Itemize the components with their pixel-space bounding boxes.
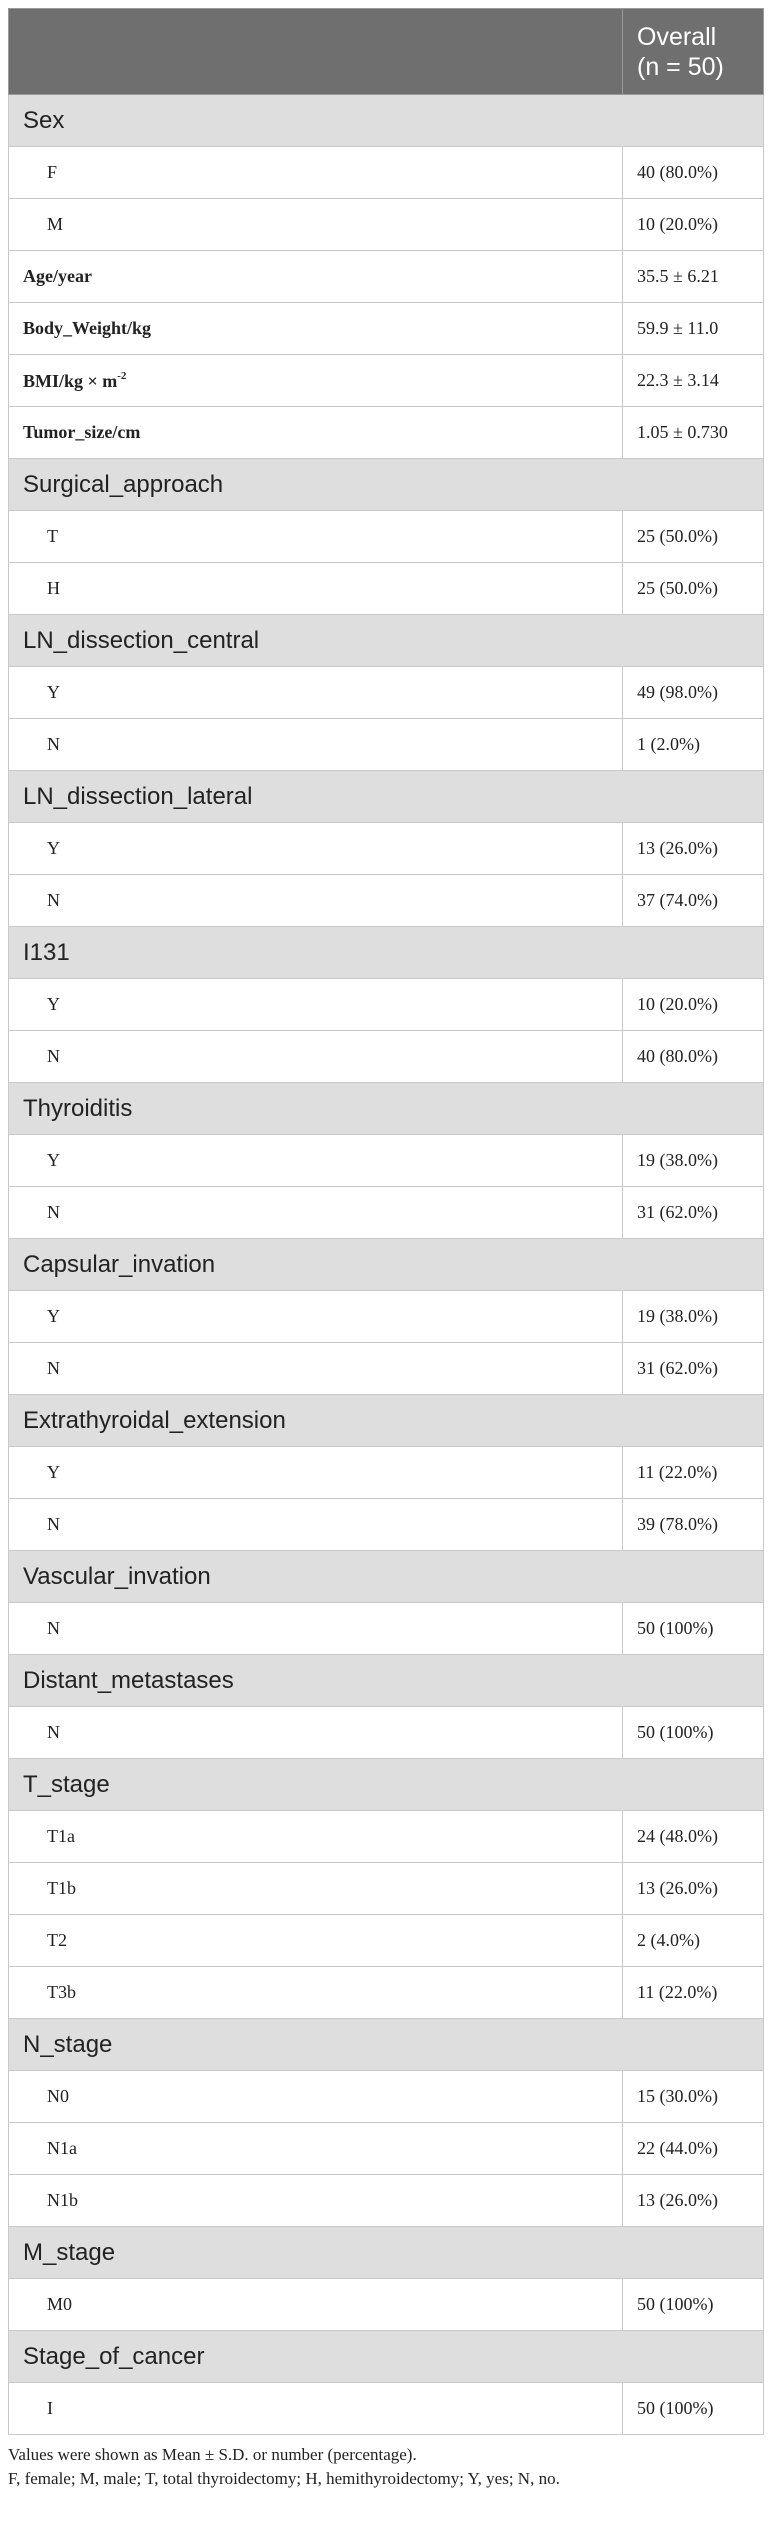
table-container — [8, 0, 771, 2491]
table-row — [9, 1343, 764, 1395]
section-label: Capsular_invation — [9, 1239, 764, 1291]
row-label — [9, 1915, 623, 1967]
header-overall-column — [623, 9, 764, 95]
row-label — [9, 1187, 623, 1239]
table-row — [9, 875, 764, 927]
row-value: 37 (74.0%) — [623, 875, 764, 927]
table-row — [9, 511, 764, 563]
row-value: 40 (80.0%) — [623, 1031, 764, 1083]
row-value: 1.05 ± 0.730 — [623, 407, 764, 459]
row-label-text: Y — [47, 994, 60, 1014]
table-body — [9, 95, 764, 2435]
row-value: 11 (22.0%) — [623, 1967, 764, 2019]
row-label-text: Y — [47, 1462, 60, 1482]
row-label — [9, 2383, 623, 2435]
row-label-text: N — [47, 1618, 60, 1638]
header-variable-column — [9, 9, 623, 95]
row-label-text: T2 — [47, 1930, 67, 1950]
section-row — [9, 1655, 764, 1707]
table-row — [9, 407, 764, 459]
row-label-text: M — [47, 214, 64, 234]
row-label-text: T — [47, 526, 58, 546]
header-overall-label: Overall — [637, 22, 717, 51]
row-label — [9, 2279, 623, 2331]
section-label: Vascular_invation — [9, 1551, 764, 1603]
row-label-text: H — [47, 578, 60, 598]
table-row — [9, 2123, 764, 2175]
row-value: 1 (2.0%) — [623, 719, 764, 771]
table-header-row — [9, 9, 764, 95]
row-label-text: N — [47, 890, 60, 910]
table-row — [9, 1915, 764, 1967]
header-overall-n: (n = 50) — [637, 52, 724, 81]
section-label: Thyroiditis — [9, 1083, 764, 1135]
section-row — [9, 771, 764, 823]
row-label — [9, 563, 623, 615]
row-value: 13 (26.0%) — [623, 1863, 764, 1915]
section-label: N_stage — [9, 2019, 764, 2071]
table-row — [9, 1187, 764, 1239]
section-row — [9, 1759, 764, 1811]
table-row — [9, 199, 764, 251]
section-row — [9, 2227, 764, 2279]
table-row — [9, 355, 764, 407]
row-label-text: N — [47, 1202, 60, 1222]
row-value: 10 (20.0%) — [623, 199, 764, 251]
section-label: LN_dissection_central — [9, 615, 764, 667]
row-value: 50 (100%) — [623, 1603, 764, 1655]
table-row — [9, 2279, 764, 2331]
row-label-text: N — [47, 1514, 60, 1534]
table-row — [9, 2175, 764, 2227]
row-label — [9, 1811, 623, 1863]
section-label: Sex — [9, 95, 764, 147]
section-label: Distant_metastases — [9, 1655, 764, 1707]
row-label — [9, 875, 623, 927]
section-row — [9, 1395, 764, 1447]
section-label: I131 — [9, 927, 764, 979]
row-label-text: M0 — [47, 2294, 73, 2314]
row-label — [9, 1447, 623, 1499]
table-row — [9, 563, 764, 615]
section-row — [9, 927, 764, 979]
section-row — [9, 95, 764, 147]
row-value: 19 (38.0%) — [623, 1135, 764, 1187]
footnote-values: Values were shown as Mean ± S.D. or number (percentage). — [8, 2445, 417, 2464]
section-row — [9, 459, 764, 511]
table-row — [9, 823, 764, 875]
row-value: 50 (100%) — [623, 2383, 764, 2435]
row-label — [9, 2071, 623, 2123]
section-row — [9, 615, 764, 667]
row-value: 49 (98.0%) — [623, 667, 764, 719]
table-row — [9, 147, 764, 199]
row-label — [9, 303, 623, 355]
row-label — [9, 979, 623, 1031]
row-value: 15 (30.0%) — [623, 2071, 764, 2123]
row-value: 24 (48.0%) — [623, 1811, 764, 1863]
row-label-text: Body_Weight/kg — [23, 318, 152, 338]
table-row — [9, 251, 764, 303]
section-row — [9, 2019, 764, 2071]
row-label — [9, 511, 623, 563]
row-label-text: Y — [47, 682, 60, 702]
row-label — [9, 1967, 623, 2019]
row-label — [9, 823, 623, 875]
section-label: T_stage — [9, 1759, 764, 1811]
row-label-text: T3b — [47, 1982, 76, 2002]
row-value: 11 (22.0%) — [623, 1447, 764, 1499]
row-label-superscript: -2 — [117, 369, 127, 382]
row-label-text: N — [47, 1722, 60, 1742]
row-value: 31 (62.0%) — [623, 1187, 764, 1239]
table-row — [9, 1603, 764, 1655]
row-label-text: Y — [47, 1306, 60, 1326]
row-value: 50 (100%) — [623, 2279, 764, 2331]
row-label-text: N — [47, 1046, 60, 1066]
row-label — [9, 1863, 623, 1915]
section-row — [9, 1083, 764, 1135]
row-label — [9, 1291, 623, 1343]
footnote-abbreviations: F, female; M, male; T, total thyroidectomy; H, hemithyroidectomy; Y, yes; N, no. — [8, 2469, 560, 2488]
row-value: 13 (26.0%) — [623, 823, 764, 875]
row-label-text: Y — [47, 838, 60, 858]
table-row — [9, 1031, 764, 1083]
table-row — [9, 1863, 764, 1915]
table-row — [9, 1707, 764, 1759]
row-label — [9, 2175, 623, 2227]
table-row — [9, 667, 764, 719]
section-label: Surgical_approach — [9, 459, 764, 511]
section-label: M_stage — [9, 2227, 764, 2279]
section-row — [9, 1239, 764, 1291]
section-label: LN_dissection_lateral — [9, 771, 764, 823]
row-label-text: I — [47, 2398, 53, 2418]
row-value: 35.5 ± 6.21 — [623, 251, 764, 303]
row-label — [9, 667, 623, 719]
row-label-text: N0 — [47, 2086, 69, 2106]
row-label — [9, 719, 623, 771]
row-value: 25 (50.0%) — [623, 563, 764, 615]
table-row — [9, 1499, 764, 1551]
row-label — [9, 1603, 623, 1655]
row-label — [9, 407, 623, 459]
row-label-text: N1a — [47, 2138, 77, 2158]
table-row — [9, 1135, 764, 1187]
row-label-text: BMI/kg × m — [23, 370, 118, 391]
section-label: Stage_of_cancer — [9, 2331, 764, 2383]
section-row — [9, 2331, 764, 2383]
row-label-text: F — [47, 162, 58, 182]
row-label — [9, 1031, 623, 1083]
row-value: 31 (62.0%) — [623, 1343, 764, 1395]
table-row — [9, 979, 764, 1031]
table-row — [9, 2071, 764, 2123]
row-value: 25 (50.0%) — [623, 511, 764, 563]
table-row — [9, 719, 764, 771]
row-label — [9, 1135, 623, 1187]
row-value: 22.3 ± 3.14 — [623, 355, 764, 407]
table-row — [9, 303, 764, 355]
row-label-text: Tumor_size/cm — [23, 422, 141, 442]
row-label — [9, 147, 623, 199]
table-row — [9, 1291, 764, 1343]
row-value: 50 (100%) — [623, 1707, 764, 1759]
row-value: 19 (38.0%) — [623, 1291, 764, 1343]
row-value: 22 (44.0%) — [623, 2123, 764, 2175]
row-label-text: N1b — [47, 2190, 78, 2210]
table-row — [9, 1447, 764, 1499]
table-row — [9, 1811, 764, 1863]
row-value: 39 (78.0%) — [623, 1499, 764, 1551]
row-value: 13 (26.0%) — [623, 2175, 764, 2227]
demographics-table — [8, 8, 764, 2435]
table-row — [9, 1967, 764, 2019]
row-label-text: N — [47, 734, 60, 754]
row-label — [9, 355, 623, 407]
row-value: 10 (20.0%) — [623, 979, 764, 1031]
section-label: Extrathyroidal_extension — [9, 1395, 764, 1447]
table-footnotes — [8, 2443, 771, 2491]
row-label-text: Age/year — [23, 266, 92, 286]
section-row — [9, 1551, 764, 1603]
row-label — [9, 251, 623, 303]
row-label — [9, 2123, 623, 2175]
row-value: 59.9 ± 11.0 — [623, 303, 764, 355]
row-label — [9, 1499, 623, 1551]
row-label-text: T1b — [47, 1878, 76, 1898]
table-row — [9, 2383, 764, 2435]
row-label — [9, 1343, 623, 1395]
row-label — [9, 199, 623, 251]
row-label-text: T1a — [47, 1826, 75, 1846]
row-label-text: Y — [47, 1150, 60, 1170]
row-label-text: N — [47, 1358, 60, 1378]
row-label — [9, 1707, 623, 1759]
row-value: 40 (80.0%) — [623, 147, 764, 199]
row-value: 2 (4.0%) — [623, 1915, 764, 1967]
